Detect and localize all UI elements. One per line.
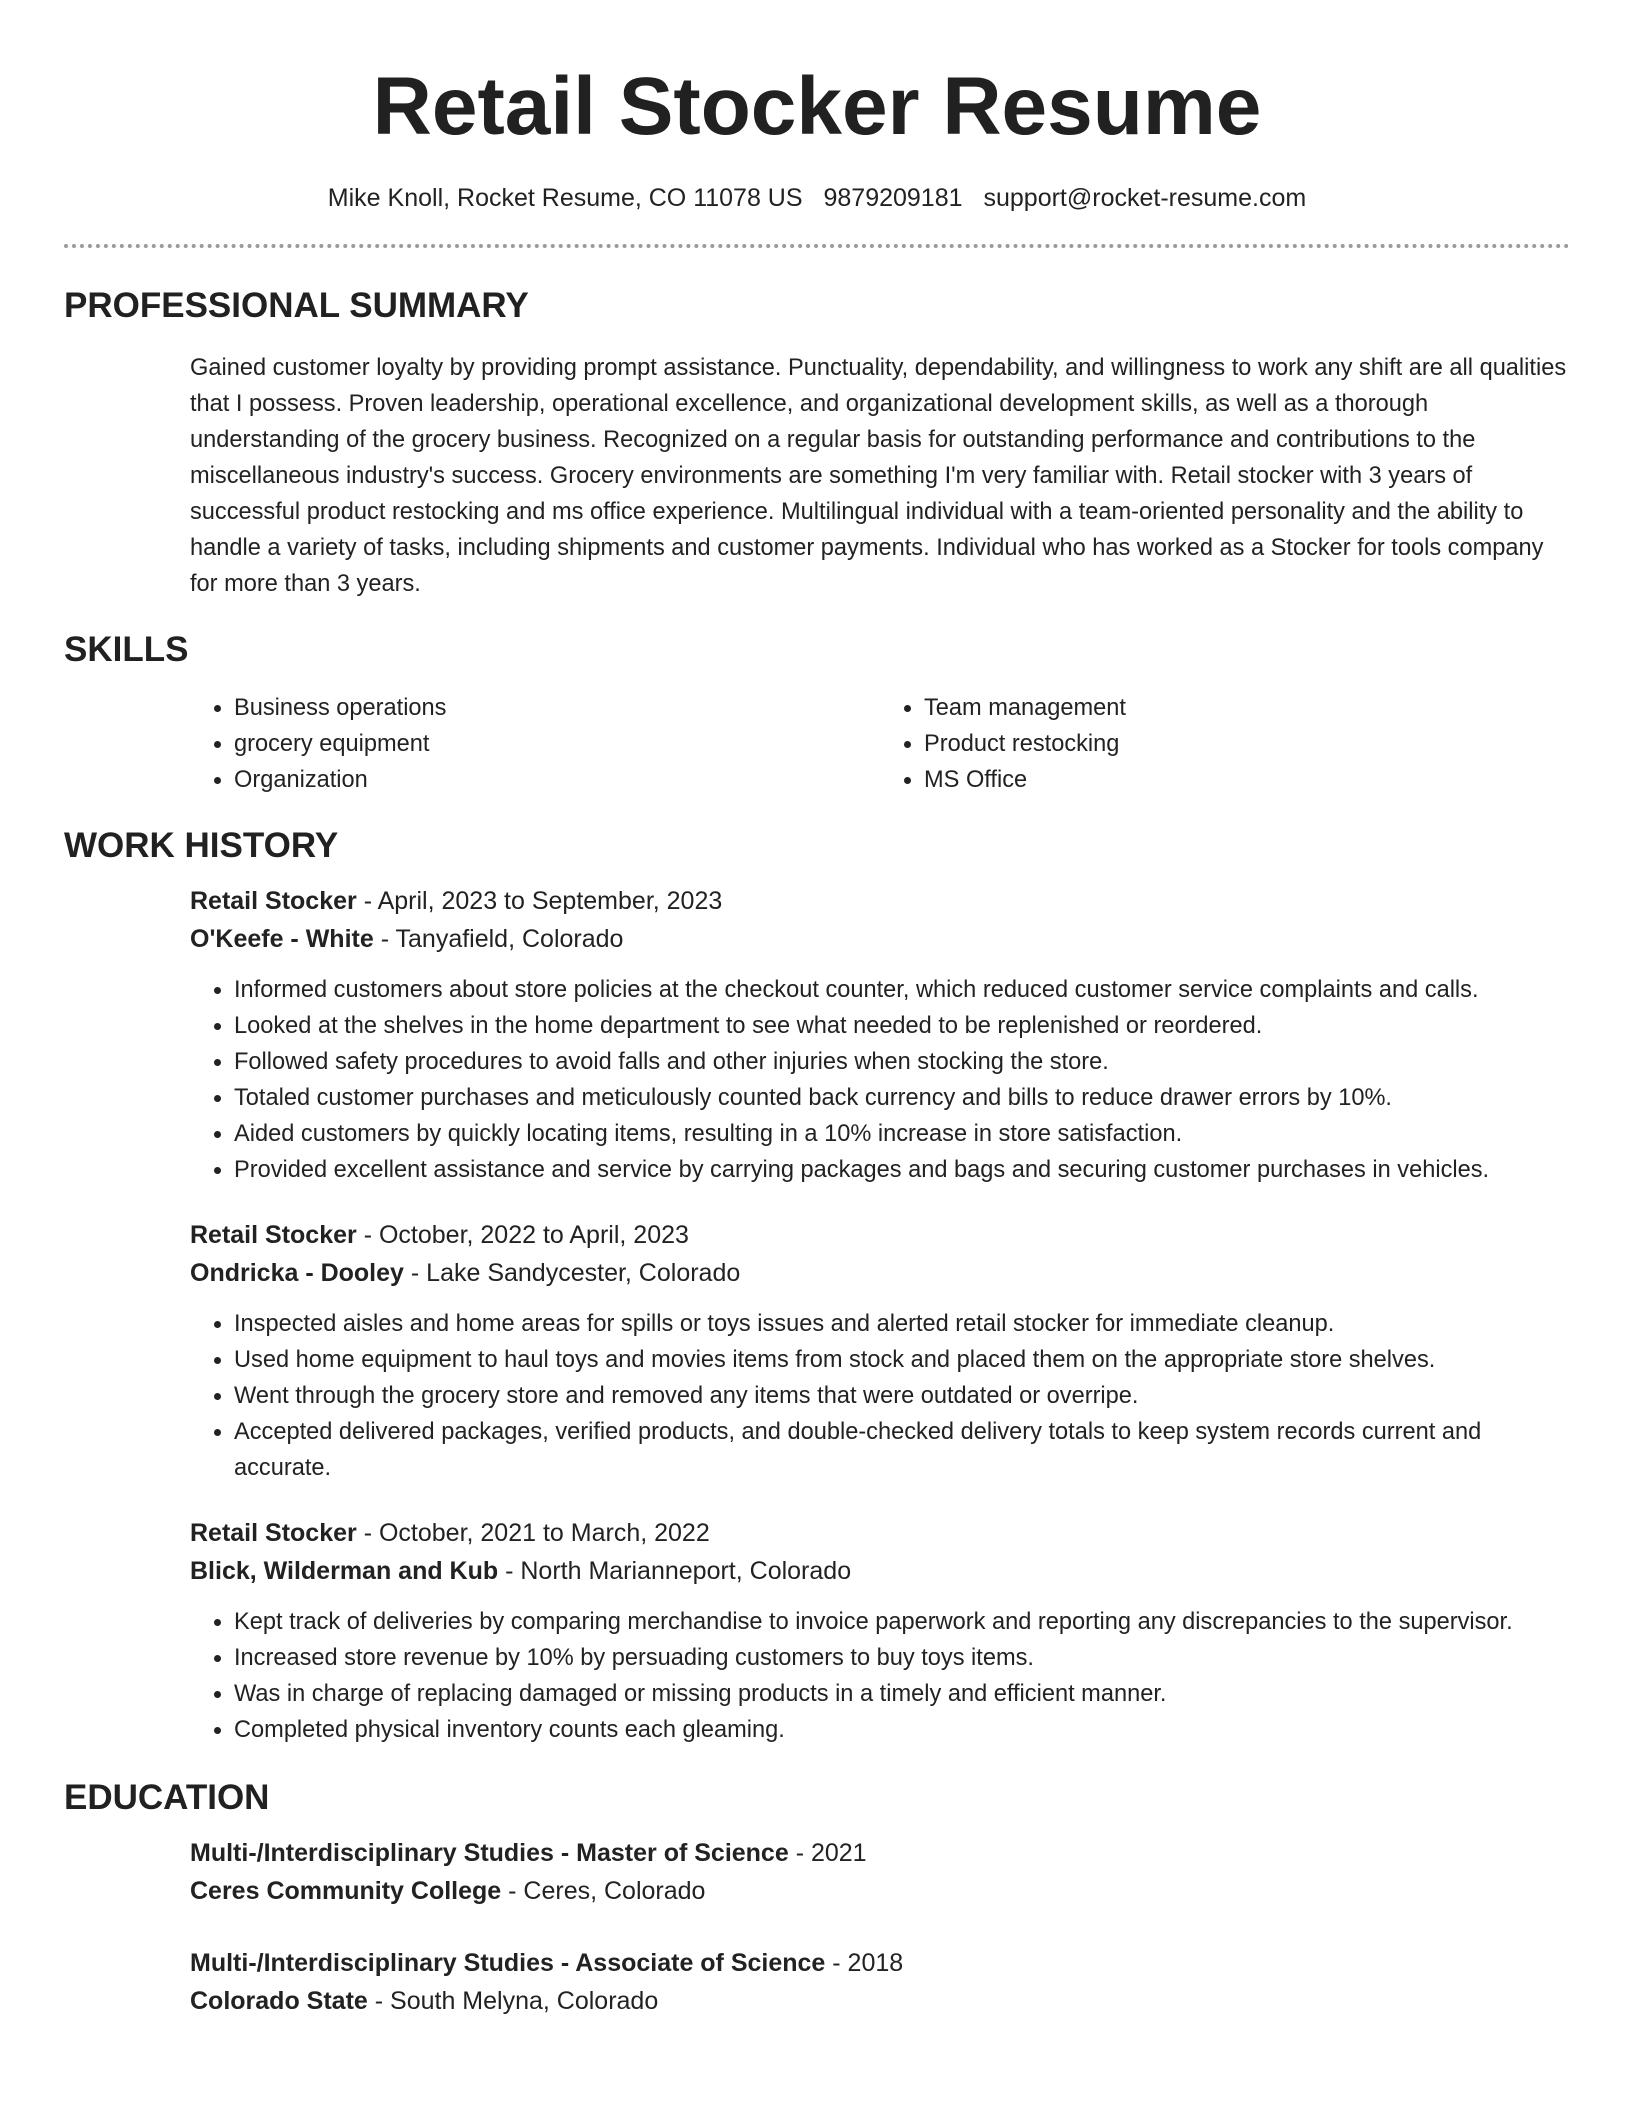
education-school-line [190, 1982, 1570, 2020]
skill-item: • Organization [234, 762, 880, 798]
job-dates: - April, 2023 to September, 2023 [356, 887, 723, 915]
job-title-line [190, 1216, 1570, 1254]
job-title-line [190, 1514, 1570, 1552]
skill-item: • Product restocking [924, 726, 1570, 762]
contact-phone: 9879209181 [823, 184, 963, 212]
education-school: Ceres Community College [190, 1877, 502, 1905]
education-heading: EDUCATION [64, 1778, 270, 1817]
job-bullet: • Totaled customer purchases and meticulously counted back currency and bills to reduce drawer errors by 10%. [234, 1080, 1570, 1116]
job-bullet: • Used home equipment to haul toys and movies items from stock and placed them on the appropriate store shelves. [234, 1342, 1570, 1378]
skill-item: • Team management [924, 690, 1570, 726]
skills-list-right [880, 690, 1570, 798]
section-work-history [64, 824, 1570, 1748]
job-bullets [190, 1306, 1570, 1486]
job-bullet: • Informed customers about store policies at the checkout counter, which reduced customer service complaints and calls. [234, 972, 1570, 1008]
education-degree: Multi-/Interdisciplinary Studies - Associate of Science [190, 1949, 826, 1977]
education-entry [190, 1834, 1570, 1910]
job-company-line [190, 920, 1570, 958]
education-degree-line [190, 1944, 1570, 1982]
header-divider [64, 244, 1570, 248]
section-summary [64, 284, 1570, 602]
job-bullet: • Increased store revenue by 10% by persuading customers to buy toys items. [234, 1640, 1570, 1676]
job-bullet: • Accepted delivered packages, verified products, and double-checked delivery totals to keep system records current and accurate. [234, 1414, 1570, 1486]
resume-page [64, 0, 1570, 2054]
job-dates: - October, 2022 to April, 2023 [356, 1221, 689, 1249]
summary-text: Gained customer loyalty by providing prompt assistance. Punctuality, dependability, and willingness to work any shift are all qualities that I possess. Proven leadership, operational excellence, and organizational development skills, as well as a thorough understanding of the grocery business. Recognized on a regular basis for outstanding performance and contributions to the miscellaneous industry's success. Grocery environments are something I'm very familiar with. Retail stocker with 3 years of successful product restocking and ms office experience. Multilingual individual with a team-oriented personality and the ability to handle a variety of tasks, including shipments and customer payments. Individual who has worked as a Stocker for tools company for more than 3 years. [190, 355, 1567, 597]
contact-address: Mike Knoll, Rocket Resume, CO 11078 US [327, 184, 803, 212]
job-bullet: • Provided excellent assistance and service by carrying packages and bags and securing customer purchases in vehicles. [234, 1152, 1570, 1188]
job-location: - Lake Sandycester, Colorado [403, 1259, 741, 1287]
job-bullets [190, 972, 1570, 1188]
work-heading: WORK HISTORY [64, 826, 339, 865]
job-bullet: • Went through the grocery store and removed any items that were outdated or overripe. [234, 1378, 1570, 1414]
job-bullet: • Inspected aisles and home areas for spills or toys issues and alerted retail stocker for immediate cleanup. [234, 1306, 1570, 1342]
job-entry [190, 882, 1570, 1188]
job-entry [190, 1514, 1570, 1748]
education-location: - South Melyna, Colorado [367, 1987, 659, 2015]
job-bullet: • Followed safety procedures to avoid falls and other injuries when stocking the store. [234, 1044, 1570, 1080]
job-location: - North Marianneport, Colorado [498, 1557, 852, 1585]
education-school-line [190, 1872, 1570, 1910]
job-company: O'Keefe - White [190, 925, 374, 953]
job-bullet: • Completed physical inventory counts each gleaming. [234, 1712, 1570, 1748]
resume-title: Retail Stocker Resume [372, 61, 1262, 152]
skills-list-left [190, 690, 880, 798]
contact-email: support@rocket-resume.com [983, 184, 1307, 212]
job-company: Blick, Wilderman and Kub [190, 1557, 499, 1585]
job-title: Retail Stocker [190, 1221, 357, 1249]
job-bullet: • Was in charge of replacing damaged or missing products in a timely and efficient manner. [234, 1676, 1570, 1712]
job-bullet: • Aided customers by quickly locating items, resulting in a 10% increase in store satisfaction. [234, 1116, 1570, 1152]
skills-heading: SKILLS [64, 630, 189, 669]
job-bullets [190, 1604, 1570, 1748]
job-bullet: • Kept track of deliveries by comparing merchandise to invoice paperwork and reporting any discrepancies to the supervisor. [234, 1604, 1570, 1640]
education-degree-line [190, 1834, 1570, 1872]
job-title-line [190, 882, 1570, 920]
education-year: - 2018 [825, 1949, 904, 1977]
job-title: Retail Stocker [190, 1519, 357, 1547]
section-education [64, 1776, 1570, 2020]
job-entry [190, 1216, 1570, 1486]
skill-item: • Business operations [234, 690, 880, 726]
summary-heading: PROFESSIONAL SUMMARY [64, 286, 529, 325]
job-location: - Tanyafield, Colorado [373, 925, 624, 953]
education-entry [190, 1944, 1570, 2020]
education-location: - Ceres, Colorado [501, 1877, 706, 1905]
job-company-line [190, 1254, 1570, 1292]
education-year: - 2021 [788, 1839, 867, 1867]
section-skills [64, 628, 1570, 798]
job-title: Retail Stocker [190, 887, 357, 915]
skill-item: • MS Office [924, 762, 1570, 798]
job-bullet: • Looked at the shelves in the home department to see what needed to be replenished or reordered. [234, 1008, 1570, 1044]
skill-item: • grocery equipment [234, 726, 880, 762]
education-degree: Multi-/Interdisciplinary Studies - Master of Science [190, 1839, 789, 1867]
job-dates: - October, 2021 to March, 2022 [356, 1519, 710, 1547]
job-company: Ondricka - Dooley [190, 1259, 404, 1287]
contact-line [64, 182, 1570, 214]
education-school: Colorado State [190, 1987, 368, 2015]
job-company-line [190, 1552, 1570, 1590]
